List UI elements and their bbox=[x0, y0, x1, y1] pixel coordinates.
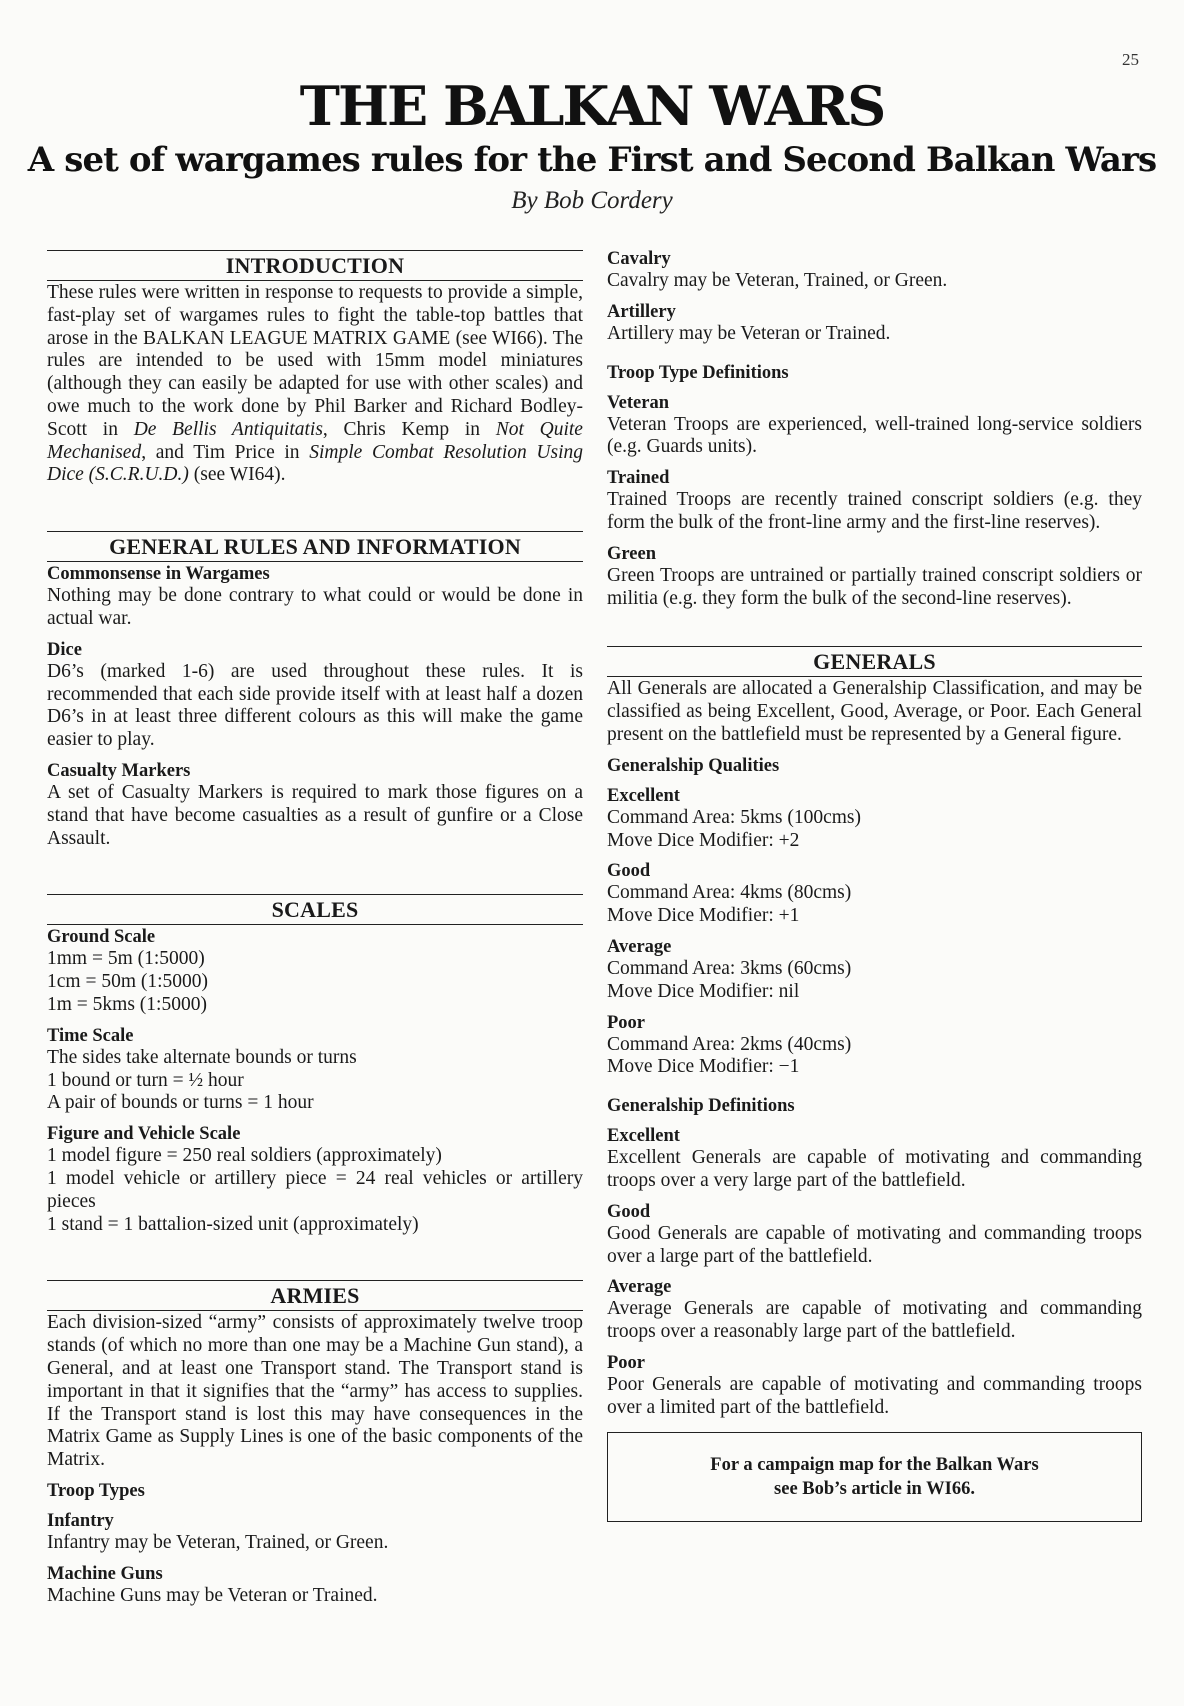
quality-move-modifier: Move Dice Modifier: +2 bbox=[607, 829, 800, 851]
introduction-text: These rules were written in response to requests to provide a simple, fast-play set of wargames rules to fight the table-top battles that arose in the BALKAN LEAGUE MATRIX GAME (see WI66). The rules are intended to be used with 15mm model miniatures (although they can easily be adapted for use with other scales) and owe much to the work done by Phil Barker and Richard Bodley-Scott in De Bellis Antiquitatis, Chris Kemp in Not Quite Mechanised, and Tim Price in Simple Combat Resolution Using Dice (S.C.R.U.D.) (see WI64). bbox=[47, 282, 584, 486]
generals-heading: GENERALS bbox=[607, 646, 1142, 677]
page-title: THE BALKAN WARS bbox=[299, 74, 885, 138]
definition-average-title: Average bbox=[607, 1277, 672, 1298]
page-subtitle: A set of wargames rules for the First and Second Balkan Wars bbox=[27, 140, 1157, 180]
figure-scale-subheading: Figure and Vehicle Scale bbox=[47, 1124, 241, 1145]
quality-excellent-title: Excellent bbox=[607, 785, 680, 806]
right-column bbox=[607, 248, 1142, 1522]
generals-text: All Generals are allocated a Generalship Classification, and may be classified as being Excellent, Good, Average, or Poor. Each General present on the battlefield must be represented by a General figure. bbox=[607, 678, 1142, 745]
machine-guns-subheading: Machine Guns bbox=[47, 1563, 163, 1584]
introduction-heading: INTRODUCTION bbox=[47, 250, 583, 281]
cavalry-subheading: Cavalry bbox=[607, 249, 671, 269]
ground-scale-subheading: Ground Scale bbox=[47, 927, 156, 948]
callout-line-2: see Bob’s article in WI66. bbox=[774, 1478, 975, 1499]
green-subheading: Green bbox=[607, 543, 656, 564]
commonsense-text: Nothing may be done contrary to what could or would be done in actual war. bbox=[47, 585, 583, 629]
quality-good-title: Good bbox=[607, 861, 651, 882]
masthead bbox=[0, 76, 1184, 215]
general-rules-heading: GENERAL RULES AND INFORMATION bbox=[47, 531, 583, 562]
quality-command-area: Command Area: 3kms (60cms) bbox=[607, 957, 852, 979]
definition-good-title: Good bbox=[607, 1201, 651, 1222]
veteran-text: Veteran Troops are experienced, well-trained long-service soldiers (e.g. Guards units). bbox=[607, 413, 1142, 458]
ground-scale-line: 1m = 5kms (1:5000) bbox=[47, 993, 207, 1015]
casualty-markers-subheading: Casualty Markers bbox=[47, 760, 191, 781]
definition-poor-title: Poor bbox=[607, 1352, 646, 1373]
machine-guns-text: Machine Guns may be Veteran or Trained. bbox=[47, 1584, 378, 1606]
quality-command-area: Command Area: 5kms (100cms) bbox=[607, 806, 862, 828]
quality-move-modifier: Move Dice Modifier: −1 bbox=[607, 1056, 800, 1078]
generalship-definitions-subheading: Generalship Definitions bbox=[607, 1096, 795, 1117]
callout-line-1: For a campaign map for the Balkan Wars bbox=[710, 1454, 1039, 1475]
scales-heading: SCALES bbox=[47, 894, 583, 925]
time-scale-subheading: Time Scale bbox=[47, 1025, 134, 1046]
definition-excellent-title: Excellent bbox=[607, 1126, 680, 1147]
veteran-subheading: Veteran bbox=[607, 392, 669, 413]
time-scale-line: 1 bound or turn = ½ hour bbox=[47, 1069, 244, 1091]
green-text: Green Troops are untrained or partially trained conscript soldiers or militia (e.g. they form the bulk of the second-line reserves). bbox=[607, 564, 1142, 609]
quality-move-modifier: Move Dice Modifier: +1 bbox=[607, 905, 800, 927]
quality-command-area: Command Area: 2kms (40cms) bbox=[607, 1033, 852, 1055]
campaign-map-callout bbox=[607, 1432, 1142, 1522]
quality-average-title: Average bbox=[607, 936, 672, 957]
time-scale-line: The sides take alternate bounds or turns bbox=[47, 1046, 357, 1068]
dice-text: D6’s (marked 1-6) are used throughout these rules. It is recommended that each side provide itself with at least half a dozen D6’s in at least three different colours as this will make the game easier to play. bbox=[47, 660, 583, 751]
troop-types-subheading: Troop Types bbox=[47, 1480, 145, 1501]
quality-move-modifier: Move Dice Modifier: nil bbox=[607, 980, 800, 1002]
time-scale-line: A pair of bounds or turns = 1 hour bbox=[47, 1092, 314, 1114]
artillery-subheading: Artillery bbox=[607, 301, 676, 322]
infantry-subheading: Infantry bbox=[47, 1510, 114, 1531]
definition-excellent-text: Excellent Generals are capable of motivating and commanding troops over a very large part of the battlefield. bbox=[607, 1147, 1142, 1191]
artillery-text: Artillery may be Veteran or Trained. bbox=[607, 322, 891, 344]
cavalry-text: Cavalry may be Veteran, Trained, or Green. bbox=[607, 270, 948, 291]
casualty-markers-text: A set of Casualty Markers is required to mark those figures on a stand that have become casualties as a result of gunfire or a Close Assault. bbox=[47, 781, 583, 849]
definition-average-text: Average Generals are capable of motivating and commanding troops over a reasonably large part of the battlefield. bbox=[607, 1298, 1142, 1343]
quality-command-area: Command Area: 4kms (80cms) bbox=[607, 882, 852, 904]
ground-scale-line: 1cm = 50m (1:5000) bbox=[47, 971, 209, 993]
generalship-qualities-subheading: Generalship Qualities bbox=[607, 755, 780, 776]
trained-subheading: Trained bbox=[607, 468, 670, 489]
figure-scale-line: 1 model figure = 250 real soldiers (approximately) bbox=[47, 1145, 442, 1167]
figure-scale-line: 1 model vehicle or artillery piece = 24 real vehicles or artillery pieces bbox=[47, 1167, 583, 1212]
definition-good-text: Good Generals are capable of motivating and commanding troops over a large part of the battlefield. bbox=[607, 1222, 1142, 1267]
troop-type-definitions-subheading: Troop Type Definitions bbox=[607, 362, 789, 383]
infantry-text: Infantry may be Veteran, Trained, or Green. bbox=[47, 1531, 389, 1553]
dice-subheading: Dice bbox=[47, 639, 82, 660]
commonsense-subheading: Commonsense in Wargames bbox=[47, 564, 270, 585]
quality-poor-title: Poor bbox=[607, 1012, 646, 1033]
figure-scale-line: 1 stand = 1 battalion-sized unit (approximately) bbox=[47, 1213, 419, 1235]
left-column bbox=[47, 248, 583, 1607]
ground-scale-line: 1mm = 5m (1:5000) bbox=[47, 948, 205, 970]
armies-heading: ARMIES bbox=[47, 1280, 583, 1311]
trained-text: Trained Troops are recently trained conscript soldiers (e.g. they form the bulk of the front-line army and the first-line reserves). bbox=[607, 489, 1142, 533]
byline: By Bob Cordery bbox=[511, 187, 673, 214]
definition-poor-text: Poor Generals are capable of motivating and commanding troops over a limited part of the battlefield. bbox=[607, 1373, 1142, 1418]
armies-text: Each division-sized “army” consists of approximately twelve troop stands (of which no more than one may be a Machine Gun stand), a General, and at least one Transport stand. The Transport stand is important in that it signifies that the “army” has access to supplies. If the Transport stand is lost this may have consequences in the Matrix Game as Supply Lines is one of the basic components of the Matrix. bbox=[47, 1312, 583, 1471]
page-number: 25 bbox=[1122, 50, 1139, 69]
